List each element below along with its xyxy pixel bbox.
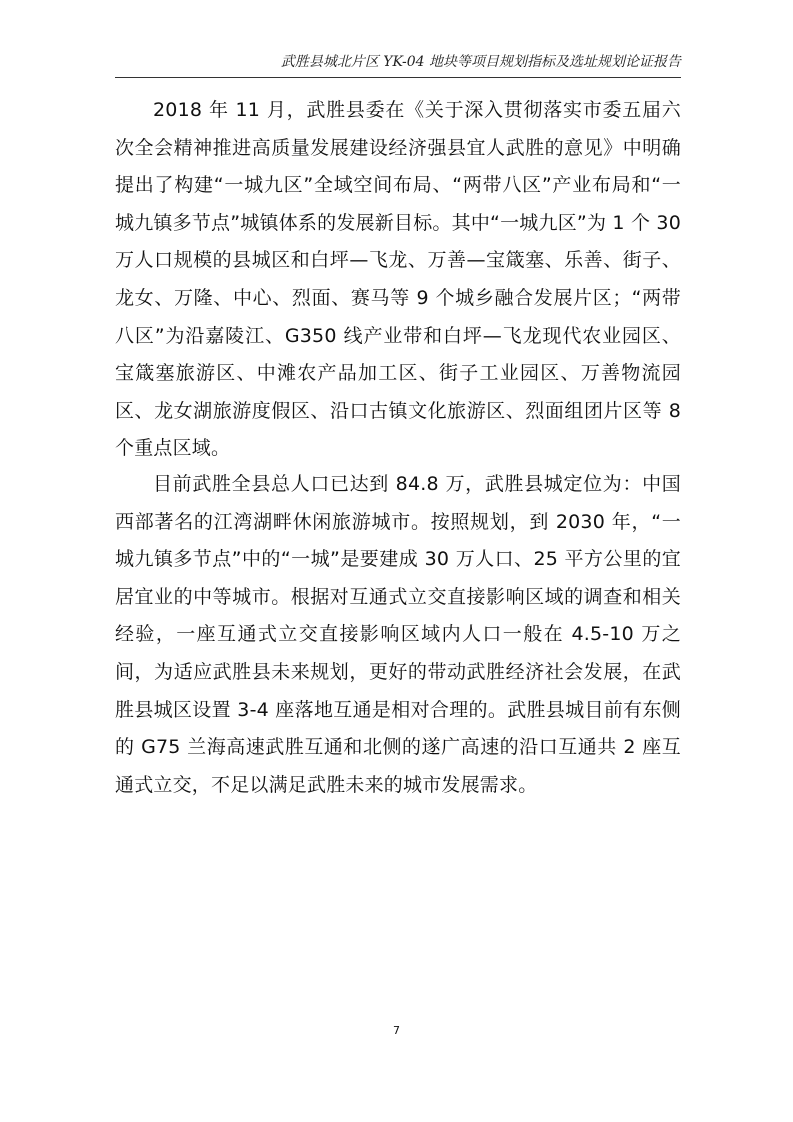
header-divider — [115, 77, 681, 78]
page-number: 7 — [393, 1024, 400, 1037]
body-paragraph-2: 目前武胜全县总人口已达到 84.8 万，武胜县城定位为：中国西部著名的江湾湖畔休闲旅游城市。按照规划，到 2030 年，“一城九镇多节点”中的“一城”是要建成 30 万人口、25 平方公里的宜居宜业的中等城市。根据对互通式立交直接影响区域的调查和相关经验，一座互通式立交直接影响区域内人口一般在 4.5-10 万之间，为适应武胜县未来规划，更好的带动武胜经济社会发展，在武胜县城区设置 3-4 座落地互通是相对合理的。武胜县城目前有东侧的 G75 兰海高速武胜互通和北侧的遂广高速的沿口互通共 2 座互通式立交，不足以满足武胜未来的城市发展需求。 — [115, 473, 681, 796]
page-header: 武胜县城北片区 YK-04 地块等项目规划指标及选址规划论证报告 — [280, 54, 681, 70]
body-paragraph-1: 2018 年 11 月，武胜县委在《关于深入贯彻落实市委五届六次全会精神推进高质量发展建设经济强县宜人武胜的意见》中明确提出了构建“一城九区”全域空间布局、“两带八区”产业布局和“一城九镇多节点”城镇体系的发展新目标。其中“一城九区”为 1 个 30 万人口规模的县城区和白坪—飞龙、万善—宝箴塞、乐善、街子、龙女、万隆、中心、烈面、赛马等 9 个城乡融合发展片区；“两带八区”为沿嘉陵江、G350 线产业带和白坪—飞龙现代农业园区、宝箴塞旅游区、中滩农产品加工区、街子工业园区、万善物流园区、龙女湖旅游度假区、沿口古镇文化旅游区、烈面组团片区等 8 个重点区域。 — [115, 99, 681, 460]
